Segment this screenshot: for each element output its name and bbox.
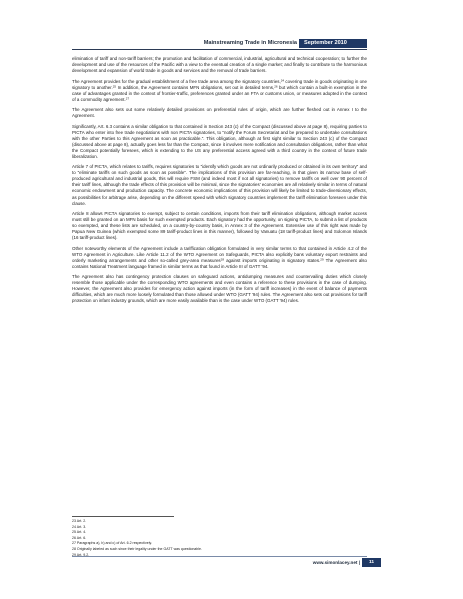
page-header <box>0 39 463 48</box>
paragraph <box>72 79 367 103</box>
footnotes <box>72 519 367 558</box>
footnote: 28 Originally labeled as such since their legality under the GATT was questionable. <box>72 546 202 551</box>
paragraph: Article 7 of PICTA, which relates to tariffs, requires signatories to "identify which goods are not ordinarily produced or obtained in its own territory" and to "eliminate tariffs on such goods as soon as possible". The implications of this provision are far-reaching, in that given its narrow base of self-produced agricultural and industrial goods, this will require FSM (and indeed most if not all signatories) to remove tariffs on well over 90 percent of their tariff lines, although the trade effects of this provision will be minimal, since the signatories' economies are all relatively similar in terms of natural economic endowment and production capacity. The concrete economic implications of this provision will likely be limited to trade-diversionary effects, as possibilities for arbitrage arise, depending on the different speed with which signatory countries implement the tariff elimination foreseen under this clause. <box>72 164 367 206</box>
footer-website-link[interactable]: www.simonlacey.net | <box>312 560 360 565</box>
footnote: 25 Art. 4. <box>72 530 87 535</box>
footnote-ref[interactable]: 24 <box>280 78 285 83</box>
footer-rule <box>72 556 367 557</box>
footnote-ref[interactable]: 26 <box>274 84 278 89</box>
paragraph: Article 8 allows PICTA signatories to exempt, subject to certain conditions, imports from their tariff elimination obligations, although market access must still be granted on an MFN basis for such exempted products. Each signatory had the opportunity, on signing PICTA, to submit a list of products so exempted, and these lists are scheduled, on a country-by-country basis, in Annex 3 of the Agreement. Extensive use of this right was made by Papua New Guinea (which exempted some 89 tariff-product lines in this manner), followed by Vanuatu (18 tariff-product lines) and Solomon Islands (16 tariff-product lines). <box>72 210 367 241</box>
header-date-band: September 2010 <box>299 39 367 48</box>
paragraph: The Agreement also has contingency protection clauses on safeguard actions, antidumping measures and countervailing duties which closely resemble those applicable under the corresponding WTO agreements and even contains a reference to these provisions in the case of dumping. However, the Agreement also provides for emergency action against imports (in the form of tariff increases) in the event of balance of payments difficulties, which are much more loosely formulated than those allowed under WTO (GATT '94) rules. The Agreement also sets out provisions for tariff protection on infant industry grounds, which are more easily available than is the case under WTO (GATT '94) rules. <box>72 274 367 304</box>
footnote-separator <box>72 516 174 517</box>
paragraph-text: The Agreement also contains National Treatment language framed in similar terms as that found in Article III of GATT '94. <box>72 257 367 269</box>
footnote: 23 Art. 2. <box>72 519 87 523</box>
paragraph-text: In addition, the Agreement contains MFN obligations, set out in detailed terms, <box>116 84 275 90</box>
footnote-ref[interactable]: 27 <box>125 96 130 101</box>
footnote: 26 Art. 6. <box>72 535 87 540</box>
footnote-ref[interactable]: 29 <box>320 257 324 262</box>
paragraph-text: Other noteworthy elements of the Agreement include a tariffication obligation formulated in very similar terms to that contained in Article 4.2 of the WTO Agreement in Agriculture. Like Article 11.2 of the WTO Agreement on Safeguards, PICTA also explicitly bans voluntary export restraints and orderly marketing arrangements and other so-called grey-area measures <box>72 245 367 263</box>
header-rule <box>72 49 367 50</box>
header-title: Mainstreaming Trade in Micronesia <box>203 40 297 46</box>
footnote: 24 Art. 3. <box>72 524 87 529</box>
paragraph-text: but which contain a built-in exemption in the case of advantages granted in the context of frontier-traffic, preferences granted under an FTA or customs union, or measures adopted in the context of a commodity agreement. <box>72 84 367 102</box>
paragraph: Significantly, Art. 6.3 contains a similar obligation to that contained in Section 243 (c) of the Compact (discussed above at page 8), requiring parties to PICTA who enter into free trade negotiations with non PICTA signatories, to "notify the Forum Secretariat and be prepared to undertake consultations with the other Parties to this Agreement as soon as practicable.". This obligation, although at first sight similar to Section 243 (c) of the Compact (discussed above at page 8), actually goes less far than the Compact, since it involves mere notification and consultation obligations, rather than what the Compact potentially foresees, which is extending to the US any preferential access agreed with a third country in the context of future trade liberalization. <box>72 123 367 159</box>
page-number: 11 <box>362 558 381 567</box>
footnote-ref[interactable]: 25 <box>112 84 117 89</box>
paragraph-text: The Agreement provides for the gradual establishment of a free trade area among the signatory countries, <box>72 78 281 84</box>
paragraph <box>72 246 367 270</box>
paragraph-text: covering trade in goods originating in one signatory to another. <box>72 78 367 90</box>
paragraph: The Agreement also sets out some relatively detailed provisions on preferential rules of origin, which are further fleshed out in Annex I to the Agreement. <box>72 107 367 119</box>
footnote: 29 Art. 9.2. <box>72 552 90 557</box>
footnote: 27 Paragraphs a), b) and c) of Art. 6.2 respectively. <box>72 541 152 546</box>
paragraph-text: against imports originating in signatory states. <box>224 257 321 263</box>
footnote-ref[interactable]: 28 <box>220 257 224 262</box>
paragraph: elimination of tariff and non-tariff barriers; the promotion and facilitation of commercial, industrial, agricultural and technical cooperation; to further the development and use of the resources of the Pacific with a view to the eventual creation of a single market; and finally to contribute to the harmonious development and expansion of world trade in goods and services and the removal of trade barriers. <box>72 56 367 74</box>
body-text <box>72 56 367 309</box>
